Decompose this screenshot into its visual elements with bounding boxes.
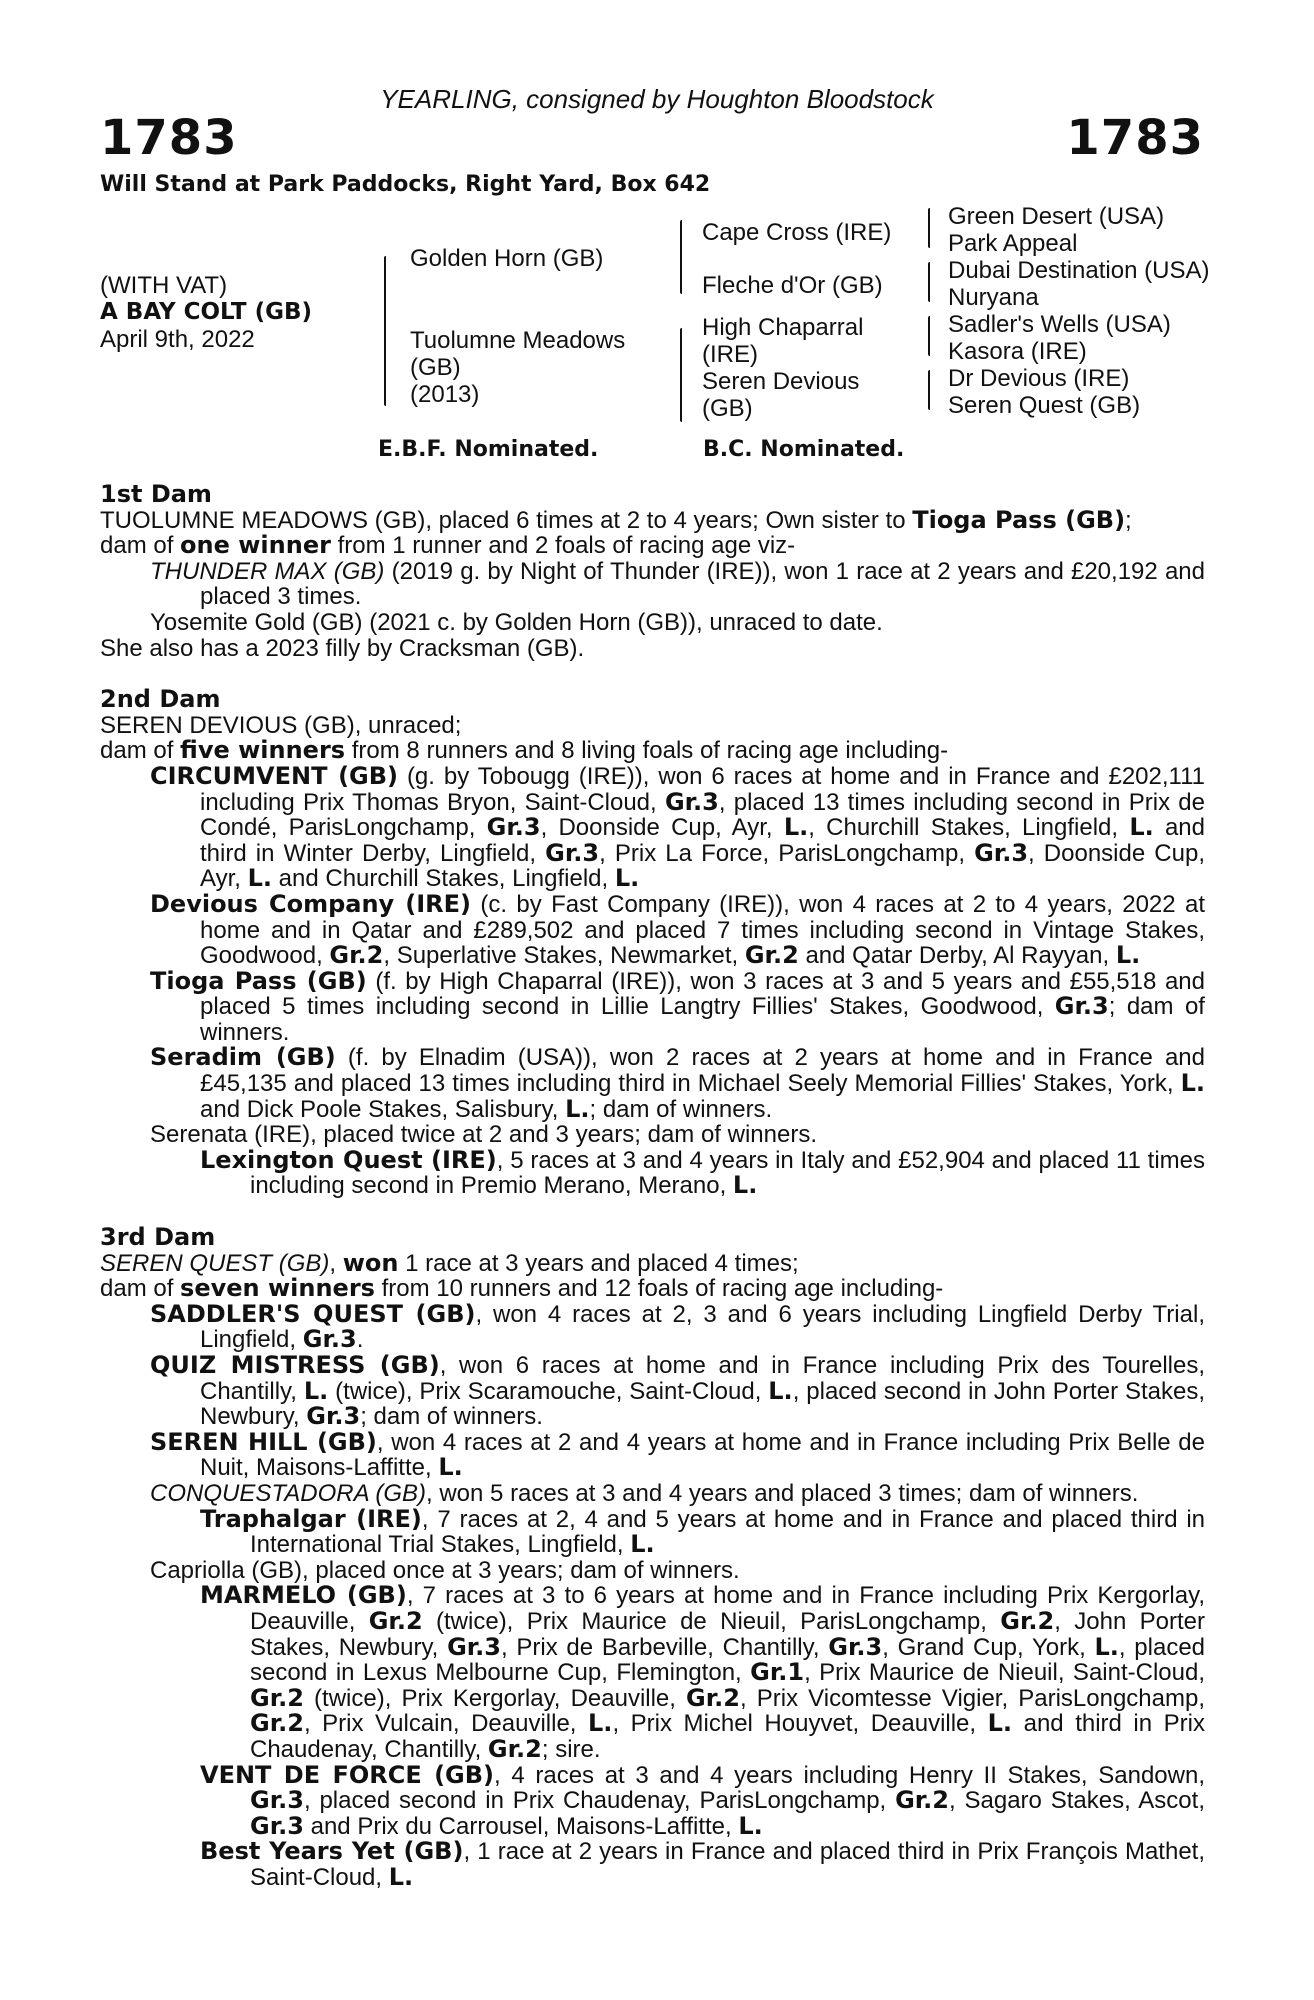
text-segment: (twice), Prix Maurice de Nieuil, ParisLongchamp, <box>422 1607 1001 1635</box>
dam-dam-2: (GB) <box>702 395 753 422</box>
progeny-entry <box>100 761 1206 893</box>
brace-ss <box>928 208 930 248</box>
text-segment: and Dick Poole Stakes, Salisbury, <box>200 1095 566 1123</box>
text-segment: Tioga Pass (GB) <box>150 966 367 995</box>
text-segment: Seradim (GB) <box>150 1043 336 1072</box>
progeny-entry: Yosemite Gold (GB) (2021 c. by Golden Horn (GB)), unraced to date. <box>150 608 883 636</box>
progeny-entry <box>100 966 1206 1046</box>
text-segment: L. <box>388 1862 414 1891</box>
text-segment: Gr.2 <box>329 941 384 970</box>
text-segment: Gr.2 <box>487 1734 542 1763</box>
text-segment: VENT DE FORCE (GB) <box>200 1760 495 1789</box>
text-segment: L. <box>738 1811 763 1840</box>
dam-year: (2013) <box>410 381 480 408</box>
text-segment: (twice), Prix Scaramouche, Saint-Cloud, <box>328 1377 769 1405</box>
progeny-entry <box>100 1583 1205 1762</box>
bc-nominated: B.C. Nominated. <box>703 437 905 462</box>
text-segment: , John Porter Stakes, Newbury, <box>250 1607 1205 1661</box>
stand-location: Will Stand at Park Paddocks, Right Yard, Box 642 <box>100 172 711 197</box>
ss-sire: Green Desert (USA) <box>948 203 1165 230</box>
text-segment: Traphalgar (IRE) <box>200 1504 422 1533</box>
text-segment: , Churchill Stakes, Lingfield, <box>808 814 1130 842</box>
progeny-entry <box>100 1504 1205 1559</box>
text-segment: , Superlative Stakes, Newmarket, <box>383 942 745 970</box>
text-segment: (twice), Prix Kergorlay, Deauville, <box>303 1684 687 1712</box>
text-segment: Best Years Yet (GB) <box>200 1837 464 1866</box>
text-segment: , placed second in Lexus Melbourne Cup, Flemington, <box>250 1633 1206 1687</box>
text-segment: , Grand Cup, York, <box>882 1633 1095 1661</box>
text-segment: L. <box>732 1171 758 1200</box>
lot-number-left: 1783 <box>100 110 238 166</box>
brace-sire <box>680 220 682 294</box>
vat-label: (WITH VAT) <box>100 272 228 299</box>
text-segment: and third in Winter Derby, Lingfield, <box>200 814 1206 867</box>
third-dam-line1 <box>100 1248 1205 1277</box>
ds-dam: Kasora (IRE) <box>948 338 1087 365</box>
second-dam-heading: 2nd Dam <box>100 685 221 714</box>
text-segment: Gr.2 <box>1000 1606 1055 1635</box>
text-segment: , 5 races at 3 and 4 years in Italy and £52,904 and placed 11 times including second in Premio Merano, Merano, <box>250 1146 1205 1200</box>
text-segment: Gr.1 <box>750 1658 805 1687</box>
text-segment: , Prix Maurice de Nieuil, Saint-Cloud, <box>804 1659 1206 1687</box>
dd-sire: Dr Devious (IRE) <box>948 365 1130 392</box>
text-segment: SEREN QUEST (GB) <box>100 1249 330 1277</box>
text-segment: L. <box>768 1376 793 1405</box>
dam-name: Tuolumne Meadows <box>410 327 626 354</box>
text-segment: Gr.2 <box>686 1683 740 1712</box>
brace-main <box>384 256 386 406</box>
foaling-date: April 9th, 2022 <box>100 326 255 353</box>
third-dam-line2 <box>100 1276 1205 1302</box>
text-segment: L. <box>1180 1069 1205 1098</box>
progeny-entry <box>100 1353 1205 1430</box>
text-segment: and third in Prix Chaudenay, Chantilly, <box>250 1710 1205 1763</box>
text-segment: 1 race at 3 years and placed 4 times; <box>398 1249 799 1277</box>
progeny-entry <box>100 1427 1206 1482</box>
text-segment: L. <box>565 1094 590 1123</box>
first-dam-line2: dam of one winner from 1 runner and 2 foals of racing age viz- <box>100 531 796 560</box>
text-segment: , won 5 races at 3 and 4 years and placed 3 times; dam of winners. <box>426 1479 1139 1507</box>
text-segment: L. <box>588 1709 613 1738</box>
sire-dam: Fleche d'Or (GB) <box>702 272 883 299</box>
progeny-entry: THUNDER MAX (GB) (2019 g. by Night of Thunder (IRE)), won 1 race at 2 years and £20,192 and placed 3 times. <box>150 557 1205 611</box>
text-segment: (f. by Elnadim (USA)), won 2 races at 2 years at home and in France and £45,135 and placed 13 times including third in Michael Seely Memorial Fillies' Stakes, York, <box>200 1044 1205 1098</box>
text-segment: , Prix Vulcain, Deauville, <box>303 1710 589 1738</box>
text-segment: Gr.2 <box>250 1709 304 1738</box>
dam-sire: High Chaparral <box>702 314 864 341</box>
horse-name: A BAY COLT (GB) <box>100 299 313 325</box>
text-segment: SADDLER'S QUEST (GB) <box>150 1299 476 1328</box>
sire: Golden Horn (GB) <box>410 245 604 272</box>
text-segment: QUIZ MISTRESS (GB) <box>150 1351 440 1379</box>
text-segment: Gr.3 <box>664 787 719 816</box>
text-segment: , won 6 races at home and in France including Prix des Tourelles, Chantilly, <box>200 1352 1206 1405</box>
progeny-entry <box>100 1145 1205 1200</box>
text-segment: L. <box>303 1376 329 1405</box>
first-dam-line1: TUOLUMNE MEADOWS (GB), placed 6 times at 2 to 4 years; Own sister to Tioga Pass (GB); <box>100 505 1132 534</box>
sd-sire: Dubai Destination (USA) <box>948 257 1210 284</box>
ss-dam: Park Appeal <box>948 230 1078 257</box>
text-segment: L. <box>438 1453 463 1482</box>
first-dam-heading: 1st Dam <box>100 480 212 508</box>
text-segment: (f. by High Chaparral (IRE)), won 3 races at 3 and 5 years and £55,518 and placed 5 times including second in Lillie Langtry Fillies' Stakes, Goodwood, <box>200 967 1206 1021</box>
text-segment: , won 4 races at 2, 3 and 6 years including Lingfield Derby Trial, Lingfield, <box>200 1300 1205 1354</box>
subtitle: YEARLING, consigned by Houghton Bloodstock <box>380 84 934 114</box>
text-segment: won <box>342 1248 399 1277</box>
text-segment: and Qatar Derby, Al Rayyan, <box>798 942 1116 970</box>
text-segment: L. <box>1115 941 1141 970</box>
dam-dam: Seren Devious <box>702 368 860 395</box>
text-segment: , placed 13 times including second in Prix de Condé, ParisLongchamp, <box>200 788 1205 842</box>
text-segment: , 4 races at 3 and 4 years including Henry II Stakes, Sandown, <box>494 1761 1205 1789</box>
text-segment: (g. by Tobougg (IRE)), won 6 races at home and in France and £202,111 including Prix Thomas Bryon, Saint-Cloud, <box>200 762 1206 816</box>
text-segment: ; dam of winners. <box>200 993 1205 1046</box>
text-segment: seven winners <box>180 1274 375 1303</box>
text-segment: CONQUESTADORA (GB) <box>150 1479 427 1507</box>
text-segment: Devious Company (IRE) <box>150 889 471 918</box>
text-segment: L. <box>630 1530 655 1559</box>
text-segment: L. <box>987 1709 1013 1738</box>
text-segment: , Doonside Cup, Ayr, <box>200 839 1205 893</box>
text-segment: Gr.3 <box>486 813 541 842</box>
text-segment: (c. by Fast Company (IRE)), won 4 races at 2 to 4 years, 2022 at home and in Qatar and £289,502 and placed 7 times including second in Vintage Stakes, Goodwood, <box>200 890 1205 970</box>
text-segment: , Prix La Force, ParisLongchamp, <box>599 839 975 867</box>
text-segment: Gr.3 <box>974 838 1029 867</box>
text-segment: Gr.2 <box>744 941 799 970</box>
text-segment: L. <box>783 813 809 842</box>
text-segment: , 7 races at 3 to 6 years at home and in France including Prix Kergorlay, Deauville, <box>250 1582 1205 1635</box>
sd-dam: Nuryana <box>948 284 1039 311</box>
text-segment: Gr.3 <box>447 1632 501 1661</box>
brace-dd <box>928 370 930 410</box>
progeny-entry <box>100 1481 1205 1507</box>
text-segment: . <box>356 1326 364 1354</box>
text-segment: L. <box>247 864 272 893</box>
progeny-entry <box>100 1045 1205 1122</box>
text-segment: , Prix de Barbeville, Chantilly, <box>501 1633 829 1661</box>
text-segment: Gr.2 <box>368 1606 423 1635</box>
text-segment: and Prix du Carrousel, Maisons-Laffitte, <box>303 1812 739 1840</box>
sire-sire: Cape Cross (IRE) <box>702 219 892 246</box>
second-dam-line2: dam of five winners from 8 runners and 8 living foals of racing age including- <box>100 736 949 765</box>
text-segment: , 7 races at 2, 4 and 5 years at home and in France and placed third in International Trial Stakes, Lingfield, <box>250 1505 1205 1559</box>
text-segment: ; dam of winners. <box>589 1095 773 1123</box>
text-segment: L. <box>614 864 640 893</box>
text-segment: , <box>329 1249 343 1277</box>
text-segment: CIRCUMVENT (GB) <box>150 761 398 790</box>
progeny-entry <box>100 1299 1205 1354</box>
progeny-entry: Capriolla (GB), placed once at 3 years; dam of winners. <box>150 1556 740 1584</box>
text-segment: Gr.3 <box>828 1632 883 1661</box>
brace-ds <box>928 316 930 356</box>
text-segment: Gr.3 <box>1054 992 1109 1021</box>
catalogue-body <box>100 482 1205 1890</box>
text-segment: , Sagaro Stakes, Ascot, <box>949 1787 1205 1815</box>
text-segment: L. <box>1129 813 1154 842</box>
dd-dam: Seren Quest (GB) <box>948 392 1141 419</box>
text-segment: ; sire. <box>541 1735 601 1763</box>
text-segment: , placed second in John Porter Stakes, Newbury, <box>200 1377 1206 1431</box>
text-segment: Gr.3 <box>250 1786 304 1815</box>
third-dam-heading: 3rd Dam <box>100 1223 216 1252</box>
text-segment: Lexington Quest (IRE) <box>200 1145 497 1174</box>
text-segment: Gr.3 <box>302 1325 357 1354</box>
text-segment: , won 4 races at 2 and 4 years at home and in France including Prix Belle de Nuit, Maisons-Laffitte, <box>200 1428 1206 1482</box>
text-segment: , 1 race at 2 years in France and placed third in Prix François Mathet, Saint-Cloud, <box>250 1838 1205 1891</box>
text-segment: , Doonside Cup, Ayr, <box>540 814 784 842</box>
text-segment: Gr.2 <box>895 1786 949 1815</box>
lot-number-right: 1783 <box>1066 110 1204 166</box>
text-segment: dam of <box>100 1275 181 1303</box>
text-segment: Gr.2 <box>250 1683 304 1712</box>
text-segment: L. <box>1094 1632 1119 1661</box>
text-segment: Gr.3 <box>545 838 600 867</box>
progeny-note: She also has a 2023 filly by Cracksman (GB). <box>100 634 585 662</box>
text-segment: from 10 runners and 12 foals of racing age including- <box>374 1275 944 1303</box>
brace-sd <box>928 262 930 302</box>
progeny-entry <box>100 889 1205 970</box>
text-segment: Gr.3 <box>250 1811 304 1840</box>
text-segment: Gr.3 <box>306 1402 361 1431</box>
dam-name-2: (GB) <box>410 354 461 381</box>
ebf-nominated: E.B.F. Nominated. <box>378 437 599 462</box>
text-segment: MARMELO (GB) <box>200 1581 407 1610</box>
text-segment: , Prix Michel Houyvet, Deauville, <box>612 1710 988 1738</box>
progeny-entry: Serenata (IRE), placed twice at 2 and 3 years; dam of winners. <box>150 1121 817 1149</box>
text-segment: , Prix Vicomtesse Vigier, ParisLongchamp, <box>739 1684 1205 1712</box>
second-dam-line1: SEREN DEVIOUS (GB), unraced; <box>100 711 462 739</box>
progeny-entry <box>100 1839 1205 1890</box>
dam-sire-2: (IRE) <box>702 341 758 368</box>
text-segment: ; dam of winners. <box>360 1403 543 1431</box>
text-segment: , placed second in Prix Chaudenay, ParisLongchamp, <box>303 1787 896 1815</box>
progeny-entry <box>100 1760 1205 1840</box>
text-segment: and Churchill Stakes, Lingfield, <box>272 865 615 893</box>
ds-sire: Sadler's Wells (USA) <box>948 311 1171 338</box>
brace-dam <box>680 328 682 422</box>
text-segment: SEREN HILL (GB) <box>150 1427 377 1456</box>
